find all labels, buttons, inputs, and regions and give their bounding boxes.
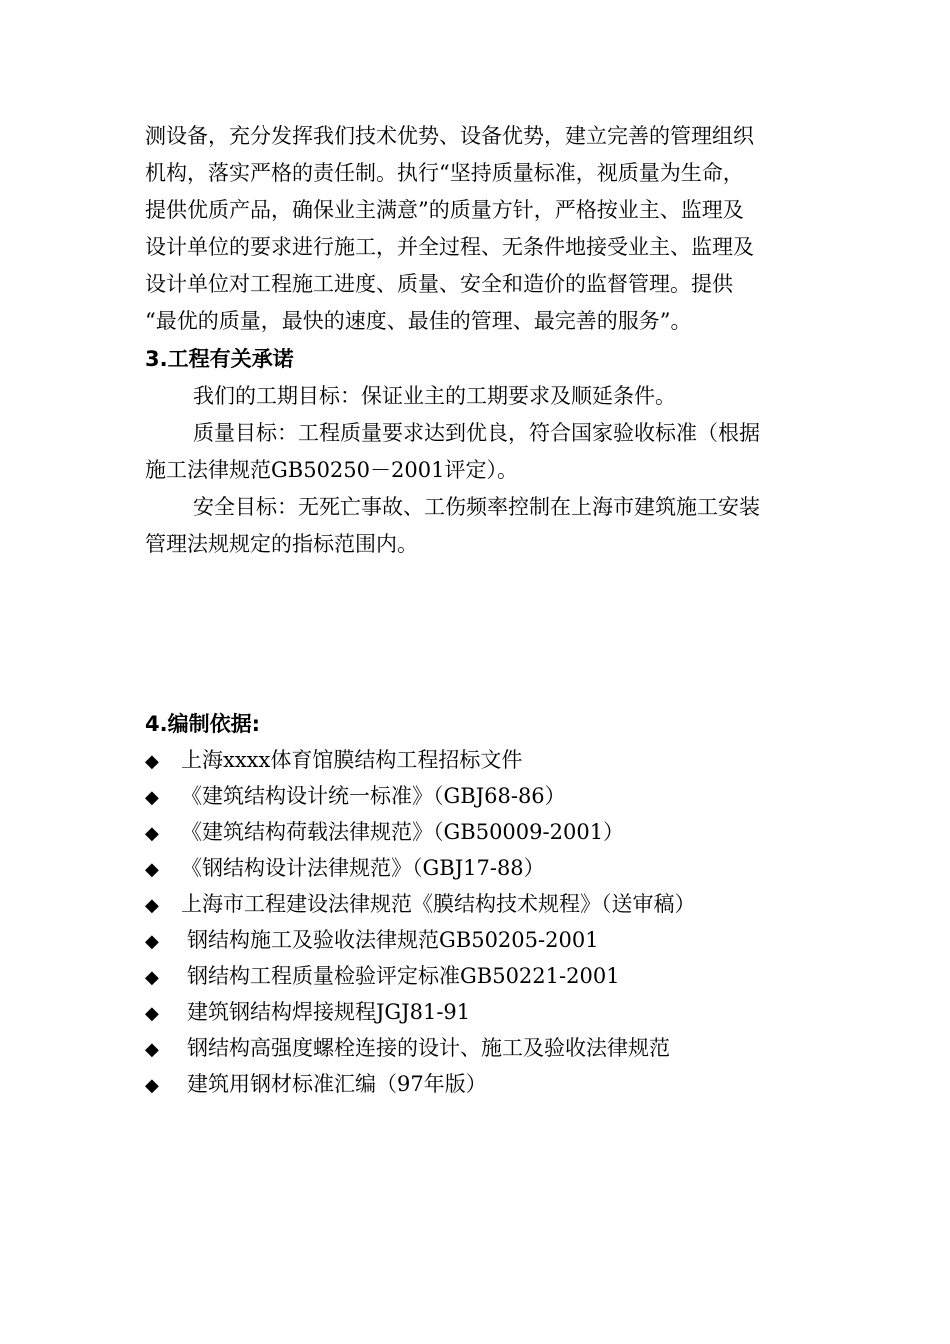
list-item <box>145 925 599 955</box>
list-item <box>145 961 620 991</box>
list-item <box>145 1033 670 1063</box>
diamond-bullet-icon: ◆ <box>145 823 159 844</box>
section-4-heading: 4.编制依据: <box>145 712 260 736</box>
list-item-text: 钢结构工程质量检验评定标准GB50221-2001 <box>187 964 620 988</box>
paragraph-line: 机构，落实严格的责任制。执行“坚持质量标准，视质量为生命， <box>145 161 744 185</box>
list-item <box>145 997 470 1027</box>
list-item-text: 建筑用钢材标准汇编（97年版） <box>187 1072 487 1096</box>
list-item <box>145 1069 487 1099</box>
list-item-text: 《建筑结构设计统一标准》（GBJ68-86） <box>181 784 566 808</box>
list-item-text: 《建筑结构荷载法律规范》（GB50009-2001） <box>181 820 625 844</box>
list-item-text: 钢结构施工及验收法律规范GB50205-2001 <box>187 928 599 952</box>
paragraph-line: “最优的质量，最快的速度、最佳的管理、最完善的服务”。 <box>145 309 692 333</box>
quality-goal: 质量目标：工程质量要求达到优良，符合国家验收标准（根据 <box>193 421 760 445</box>
diamond-bullet-icon: ◆ <box>145 787 159 808</box>
paragraph-line: 提供优质产品，确保业主满意”的质量方针，严格按业主、监理及 <box>145 198 744 222</box>
diamond-bullet-icon: ◆ <box>145 967 159 988</box>
list-item <box>145 889 696 919</box>
safety-goal-cont: 管理法规规定的指标范围内。 <box>145 532 418 556</box>
list-item-text: 钢结构高强度螺栓连接的设计、施工及验收法律规范 <box>187 1036 670 1060</box>
list-item <box>145 745 522 775</box>
paragraph-line: 设计单位对工程施工进度、质量、安全和造价的监督管理。提供 <box>145 272 733 296</box>
list-item <box>145 781 566 811</box>
quality-goal-cont: 施工法律规范GB50250－2001评定）。 <box>145 458 518 482</box>
paragraph-line: 测设备，充分发挥我们技术优势、设备优势，建立完善的管理组织 <box>145 124 754 148</box>
diamond-bullet-icon: ◆ <box>145 1039 159 1060</box>
paragraph-line: 设计单位的要求进行施工，并全过程、无条件地接受业主、监理及 <box>145 235 754 259</box>
list-item-text: 上海市工程建设法律规范《膜结构技术规程》（送审稿） <box>181 892 696 916</box>
section-3-heading: 3.工程有关承诺 <box>145 347 294 371</box>
list-item <box>145 817 624 847</box>
diamond-bullet-icon: ◆ <box>145 931 159 952</box>
diamond-bullet-icon: ◆ <box>145 859 159 880</box>
diamond-bullet-icon: ◆ <box>145 895 159 916</box>
list-item-text: 《钢结构设计法律规范》（GBJ17-88） <box>181 856 545 880</box>
diamond-bullet-icon: ◆ <box>145 751 159 772</box>
diamond-bullet-icon: ◆ <box>145 1075 159 1096</box>
list-item-text: 建筑钢结构焊接规程JGJ81-91 <box>187 1000 471 1024</box>
list-item-text: 上海xxxx体育馆膜结构工程招标文件 <box>181 748 523 772</box>
diamond-bullet-icon: ◆ <box>145 1003 159 1024</box>
list-item <box>145 853 545 883</box>
schedule-goal: 我们的工期目标：保证业主的工期要求及顺延条件。 <box>193 384 676 408</box>
safety-goal: 安全目标：无死亡事故、工伤频率控制在上海市建筑施工安装 <box>193 495 760 519</box>
